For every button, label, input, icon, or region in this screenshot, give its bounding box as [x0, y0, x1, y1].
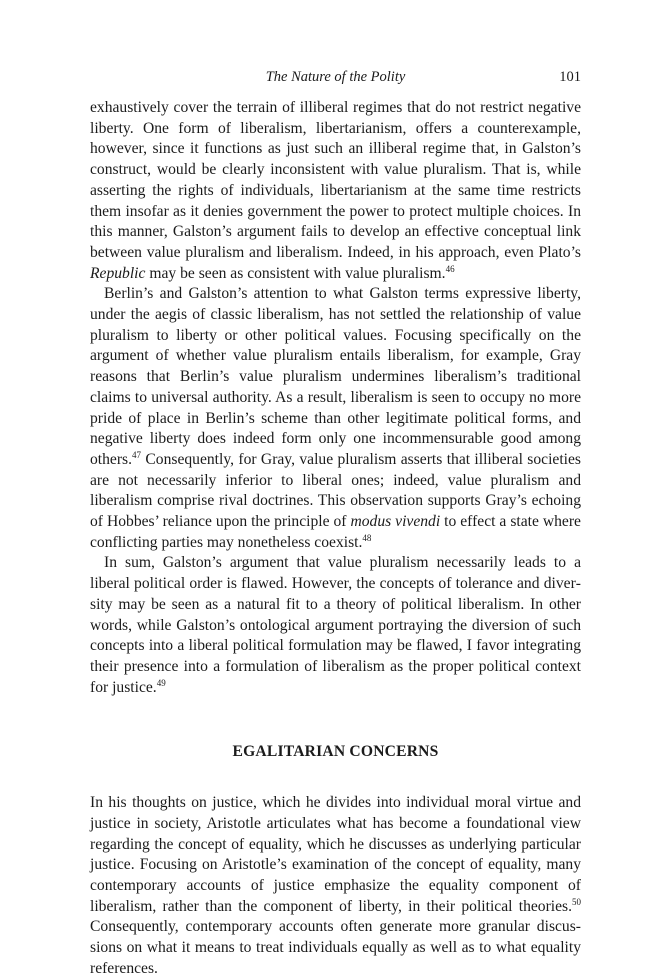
- paragraph-2: [90, 284, 581, 553]
- paragraph-4: [90, 793, 581, 979]
- paragraph-4-text-a: In his thoughts on justice, which he divides into individual moral virtue and justice in society, Aristotle articulates what has become a foundational view regarding the concept of equality, which he discusses as underlying particular justice. Focusing on Aristotle’s examination of the concept of equality, many contemporary accounts of justice emphasize the equality component of liberalism, rather than the component of liberty, in their political theories.: [90, 794, 581, 915]
- paragraph-1: [90, 98, 581, 284]
- footnote-ref-46: 46: [445, 263, 455, 274]
- footnote-ref-50: 50: [572, 896, 581, 907]
- running-head: [90, 69, 581, 89]
- paragraph-2-text-c: to effect a state where conflicting parties may nonetheless coexist.: [90, 513, 581, 551]
- paragraph-3-text: In sum, Galston’s argument that value pluralism necessarily leads to a liberal political order is flawed. However, the concepts of tolerance and diversity may be seen as a natural fit to a theory of political liberalism. In other words, while Galston’s ontological argument portraying the diversion of such concepts into a liberal political formulation may be flawed, I favor integrating their presence into a formulation of liberalism as the proper political context for justice.: [90, 554, 581, 696]
- paragraph-2-text-b: Consequently, for Gray, value pluralism asserts that illiberal societies are not necessarily inferior to liberal ones; indeed, value pluralism and liberalism comprise rival doctrines. This observation supports Gray’s echoing of Hobbes’ reliance upon the principle of: [90, 450, 581, 531]
- paragraph-3: [90, 553, 581, 698]
- body-text: [90, 98, 581, 979]
- footnote-ref-47: 47: [132, 449, 142, 460]
- paragraph-1-text-a: exhaustively cover the terrain of illiberal regimes that do not restrict negative liberty. One form of liberalism, libertarianism, offers a counterexample, however, since it functions as just such an illiberal regime that, in Galston’s construct, would be clearly inconsistent with value pluralism. That is, while asserting the rights of individuals, libertarianism at the same time restricts them insofar as it denies government the power to protect multiple choices. In this manner, Galston’s argument fails to develop an effective conceptual link between value pluralism and liberalism. Indeed, in his approach, even Plato’s: [90, 99, 581, 261]
- term-modus-vivendi: modus vivendi: [350, 513, 441, 531]
- book-title-republic: Republic: [90, 264, 146, 282]
- paragraph-1-text-b: may be seen as consistent with value pluralism.: [145, 264, 446, 282]
- section-heading: EGALITARIAN CONCERNS: [232, 743, 439, 761]
- running-title: The Nature of the Polity: [265, 69, 406, 85]
- paragraph-2-text-a: Berlin’s and Galston’s attention to what Galston terms expressive liberty, under the aegis of classic liberalism, has not settled the relationship of value pluralism to liberty or other political values. Focusing specifically on the argument of whether value pluralism entails liberalism, for example, Gray reasons that Berlin’s value pluralism undermines liberalism’s traditional claims to universal authority. As a result, liberalism is seen to occupy no more pride of place in Berlin’s scheme than other legitimate political forms, and negative liberty does indeed form only one incommensurable good among others.: [90, 285, 581, 468]
- footnote-ref-48: 48: [362, 532, 372, 543]
- paragraph-4-text-b: Consequently, contemporary accounts often generate more granular discussions on what it means to treat individuals equally as well as to what equality references.: [90, 918, 581, 977]
- footnote-ref-49: 49: [156, 677, 166, 688]
- page-number: 101: [559, 69, 581, 85]
